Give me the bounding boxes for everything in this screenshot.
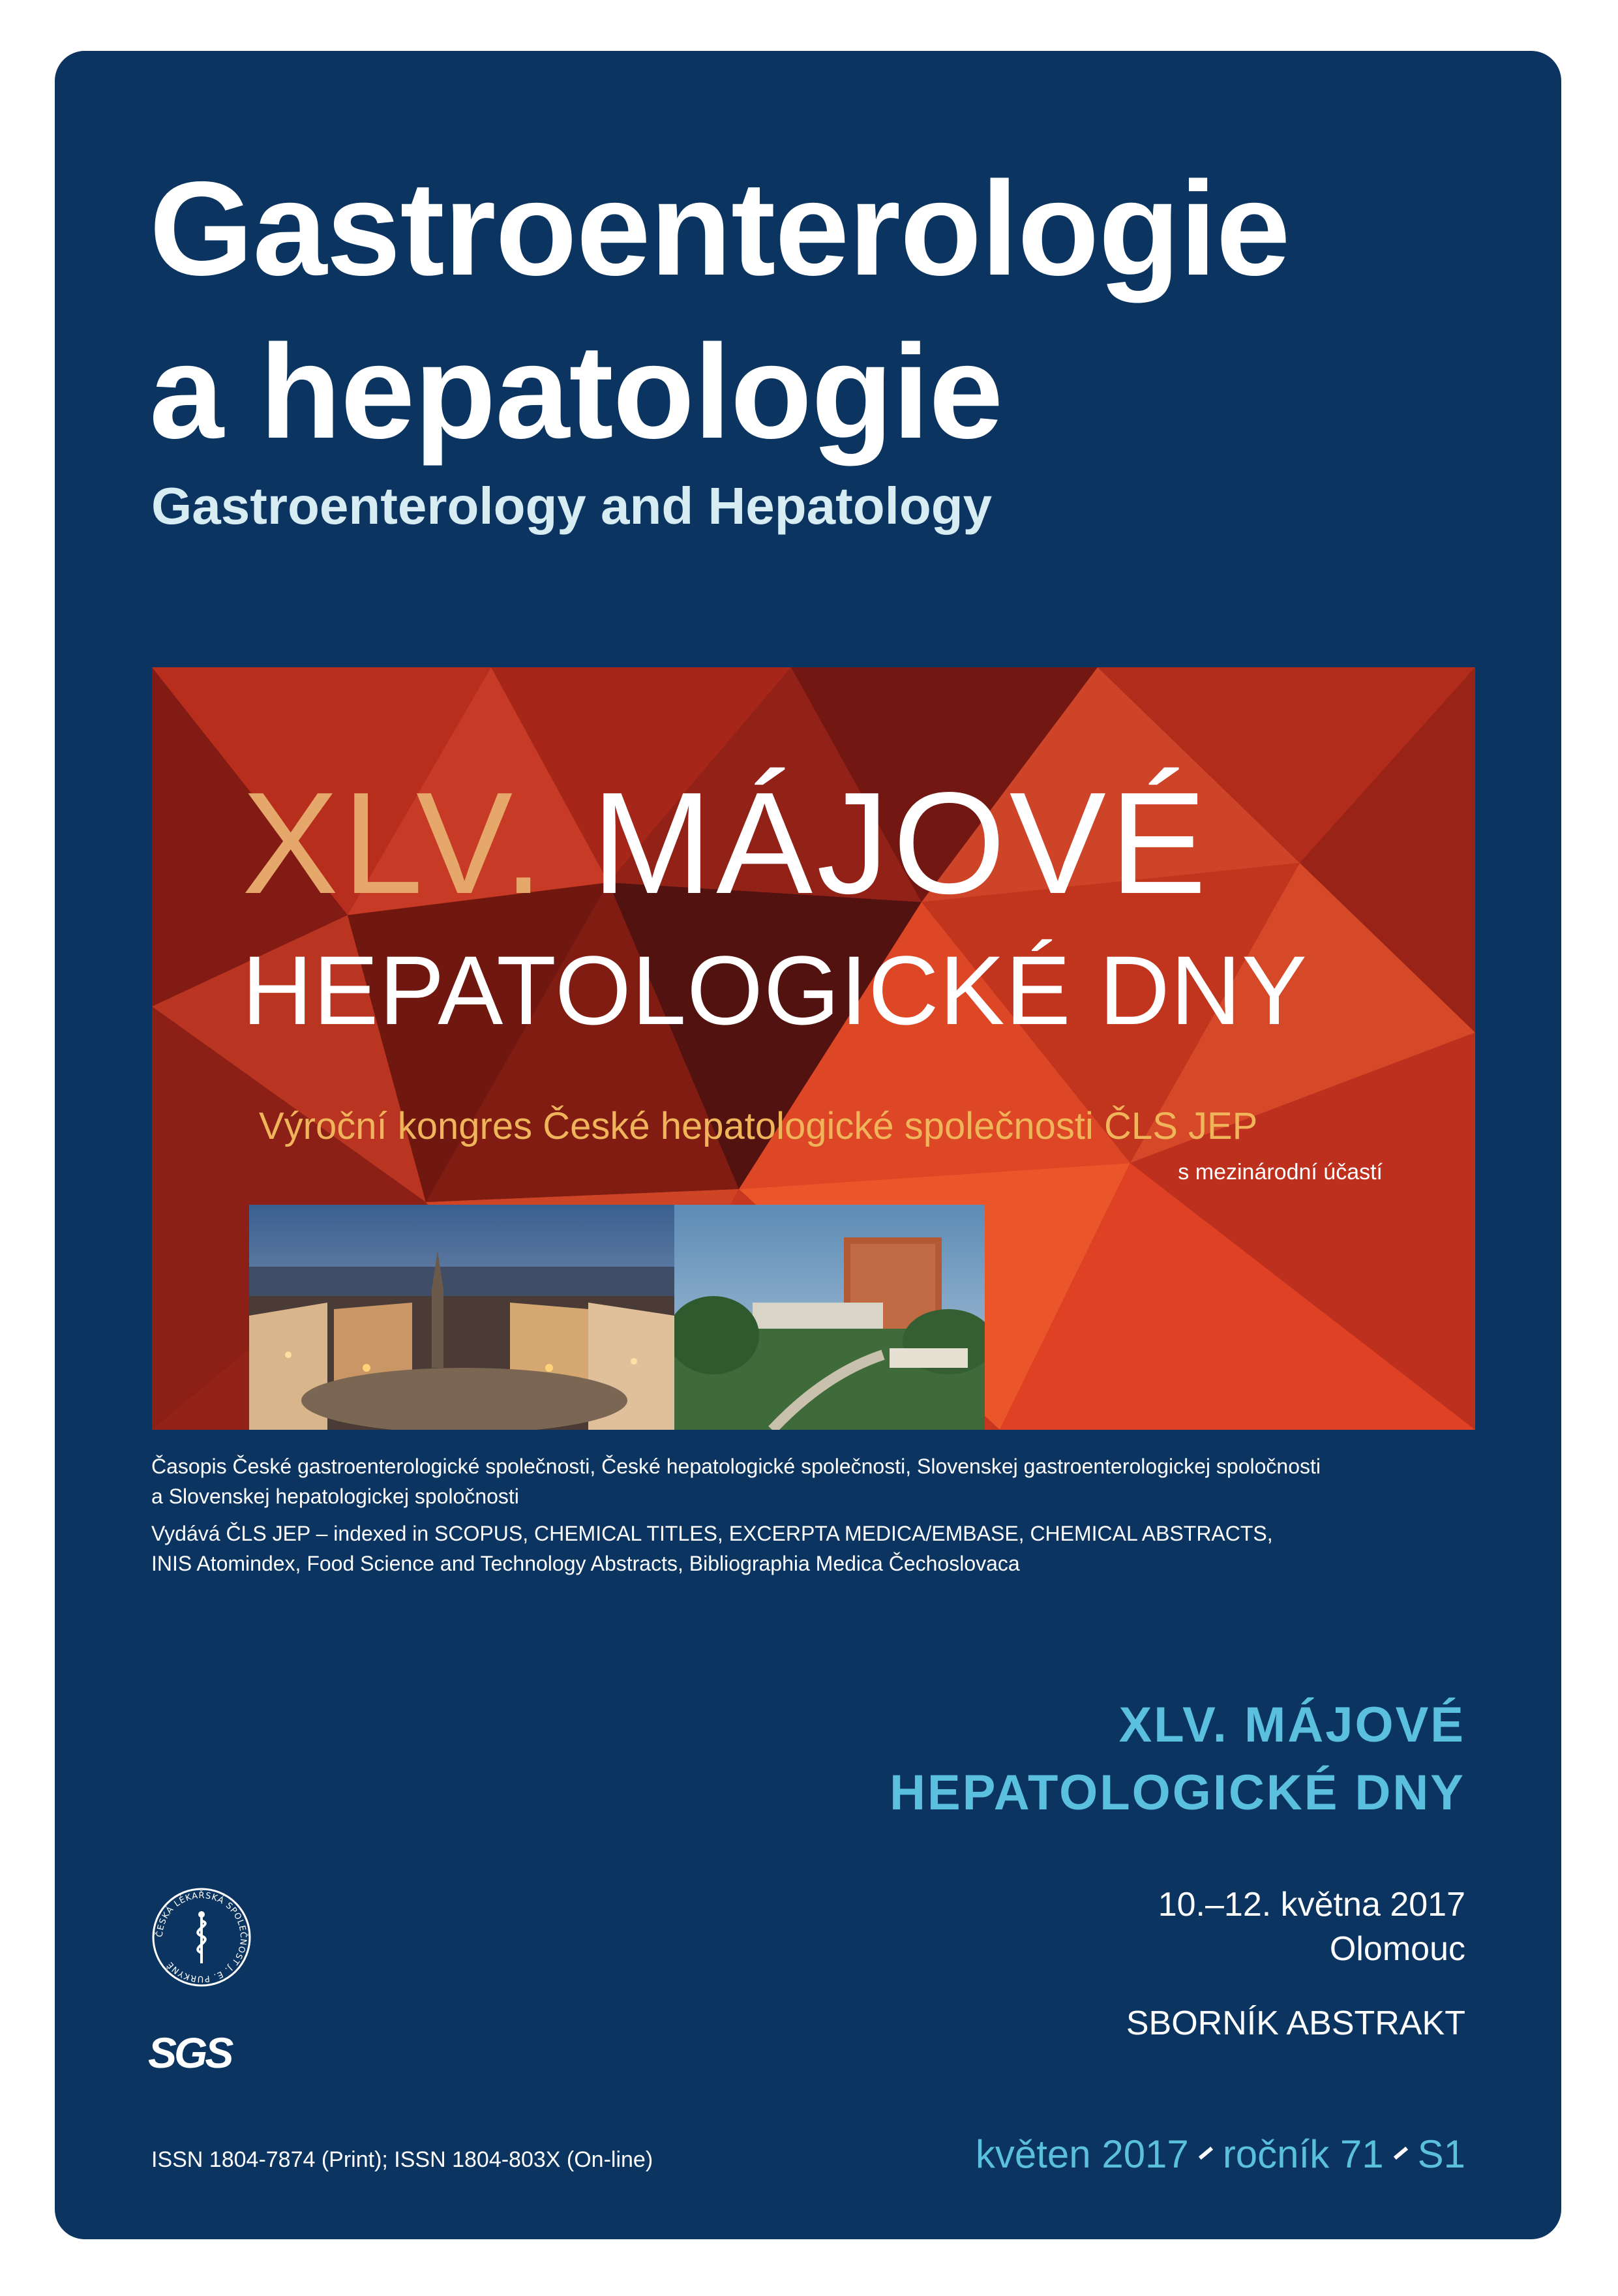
journal-title-line1: Gastroenterologie xyxy=(149,154,1290,303)
journal-title-line2: a hepatologie xyxy=(149,317,1003,466)
issue-month: květen 2017 xyxy=(975,2132,1189,2176)
congress-dates: 10.–12. května 2017 xyxy=(1158,1886,1465,1924)
banner-international-text: s mezinárodní účastí xyxy=(1178,1160,1383,1185)
separator-slash-icon xyxy=(1393,2147,1407,2160)
journal-cover xyxy=(55,51,1561,2239)
sgs-logo-text: SGS xyxy=(148,2029,232,2077)
description-line4: INIS Atomindex, Food Science and Technology Abstracts, Bibliographia Medica Čechoslovaca xyxy=(151,1552,1020,1575)
banner-majove: MÁJOVÉ xyxy=(592,763,1210,924)
congress-banner xyxy=(152,667,1475,1430)
issue-info xyxy=(976,2132,1465,2177)
banner-title-line1 xyxy=(242,765,1210,922)
cls-logo-text: ČESKÁ LÉKAŘSKÁ SPOLEČNOST J. E. PURKYNĚ xyxy=(155,1890,248,1984)
sgs-logo xyxy=(148,2027,259,2079)
document-type: SBORNÍK ABSTRAKT xyxy=(1126,2004,1465,2042)
banner-roman-numeral: XLV. xyxy=(242,763,548,924)
cls-jep-logo xyxy=(149,1885,254,1989)
journal-subtitle: Gastroenterology and Hepatology xyxy=(151,477,993,535)
congress-city: Olomouc xyxy=(1329,1930,1465,1968)
congress-title-line2: HEPATOLOGICKÉ DNY xyxy=(890,1765,1465,1820)
description-line3: Vydává ČLS JEP – indexed in SCOPUS, CHEMICAL TITLES, EXCERPTA MEDICA/EMBASE, CHEMICAL ABSTRACTS, xyxy=(151,1522,1273,1545)
banner-congress-text: Výroční kongres České hepatologické společnosti ČLS JEP xyxy=(259,1105,1258,1147)
issue-supplement: S1 xyxy=(1417,2132,1465,2176)
congress-title-line1: XLV. MÁJOVÉ xyxy=(1118,1697,1465,1753)
banner-title-line2: HEPATOLOGICKÉ DNY xyxy=(242,935,1308,1045)
description-line1: Časopis České gastroenterologické společnosti, České hepatologické společnosti, Slovenskej gastroenterologickej spoločnosti xyxy=(151,1455,1321,1478)
issue-volume: ročník 71 xyxy=(1222,2132,1384,2176)
issn-text: ISSN 1804-7874 (Print); ISSN 1804-803X (On-line) xyxy=(151,2147,653,2172)
description-line2: a Slovenskej hepatologickej spoločnosti xyxy=(151,1485,519,1508)
olomouc-square-photo xyxy=(249,1205,674,1430)
journal-title xyxy=(149,147,1290,474)
hotel-building-photo xyxy=(674,1205,985,1430)
separator-slash-icon xyxy=(1199,2147,1213,2160)
